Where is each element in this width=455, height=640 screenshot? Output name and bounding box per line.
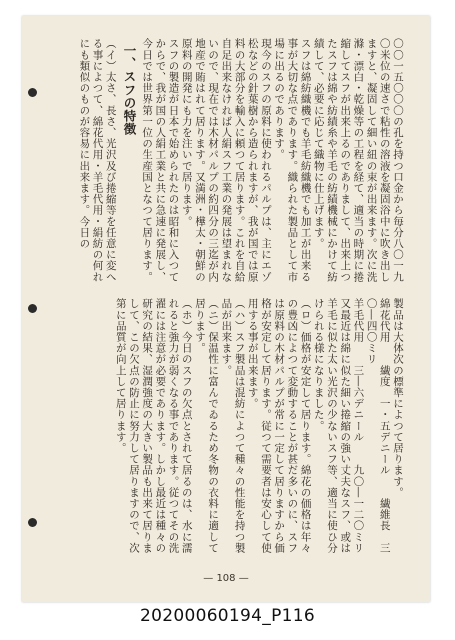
paragraph: （ニ）保温性に富んでゐるため冬物の衣料に適して居ります。 [193,298,220,554]
upper-text-column [48,38,404,286]
paragraph: （ロ）価格が安定して居ります。綿花の価格は年々の豊凶によつて変動することが甚だ多いのに、スフは原料の木材パルプが常に一定して居りますから価格が安定して居ります。従つて需要者は安心して使用する事が出来ます。 [246,298,312,554]
binding-hole [28,518,37,527]
document-page [22,16,430,602]
paragraph: （イ）太さ、長さ、光沢及び捲縮等を任意に変へる事によつて、綿花代用・羊毛代用・絹紡の何れにも類似のものが容易に出来ます。今日の [78,38,117,283]
binding-hole [28,88,37,97]
paragraph: （ハ）スフ製品は混紡によつて種々の性能を持つ製品が出来ます。 [220,298,246,554]
image-caption: 20200060194_P116 [140,606,315,626]
paragraph: スフは綿紡織機でも羊毛紡織機でも加工が出来る事が大切な点であります。織られた製品として市場に出るのであります。 [273,38,312,283]
paragraph: （ホ）今日のスフの欠点とされて居るのは、水に濡れると強力が弱くなる事であります。従つてその洗濯には注意が必要であります。しかし最近は種々の研究の結果、湿潤強度の大きい製品も出来て居りまして、この欠点の防止に努力して居りますので、次第に品質が向上して居ります。 [114,298,193,554]
paragraph: 綿花代用 繊度 一・五デニール 繊維長 三〇―四〇ミリ [365,298,391,554]
paragraph: 製品は大体次の標準によつて居ります。 [392,298,404,498]
page-number: — 108 — [203,573,249,584]
lower-text-column [48,298,404,560]
paragraph: 羊毛代用 三―六デニール 九〇―一二〇ミリ [352,298,365,554]
paragraph: 現今のスフの原料に使われるパルプは、主にエゾ松などの針葉樹から造られますが、我が国では原料の大部分を輸入に頼つて居ります。これを自給自足出来なければ人絹スフ工業の発展は望まれないので、現在では木材パルプの約四分の三迄が内地産で賄はれて居ります。又満洲・樺太・朝鮮の原料の開発にも力を注いで居ります。 [180,38,272,283]
binding-hole [28,304,37,313]
paragraph: 又最近は綿に似た細い捲縮の強い丈夫なスフ、或は羊毛に似た太い光沢の少ないスフ等、適当に使ひ分けられる様になりました。 [312,298,352,554]
section-heading: 一、スフの特徴 [121,44,137,136]
paragraph: 〇〇一五〇〇〇の孔を持つ口金から毎分八〇一九〇米位の速さで粘性の溶液を凝固浴中に吹き出しますと、凝固して細い紐の束が出来ます。次に洗滌・漂白・乾燥等の工程を経て、適当の時期に捲縮してスフが出来上るのでありまして、出来上つたスフは綿や紡績糸や羊毛の紡績機械にかけて紡績して、必要に応じて織物に仕上げます。 [312,38,404,283]
paragraph: スフの製造が日本で始められたのは昭和に入つてからで、我が国の人絹工業と共に急速に発展し、今日では世界第一位の生産国となつて居ります。 [141,38,180,283]
